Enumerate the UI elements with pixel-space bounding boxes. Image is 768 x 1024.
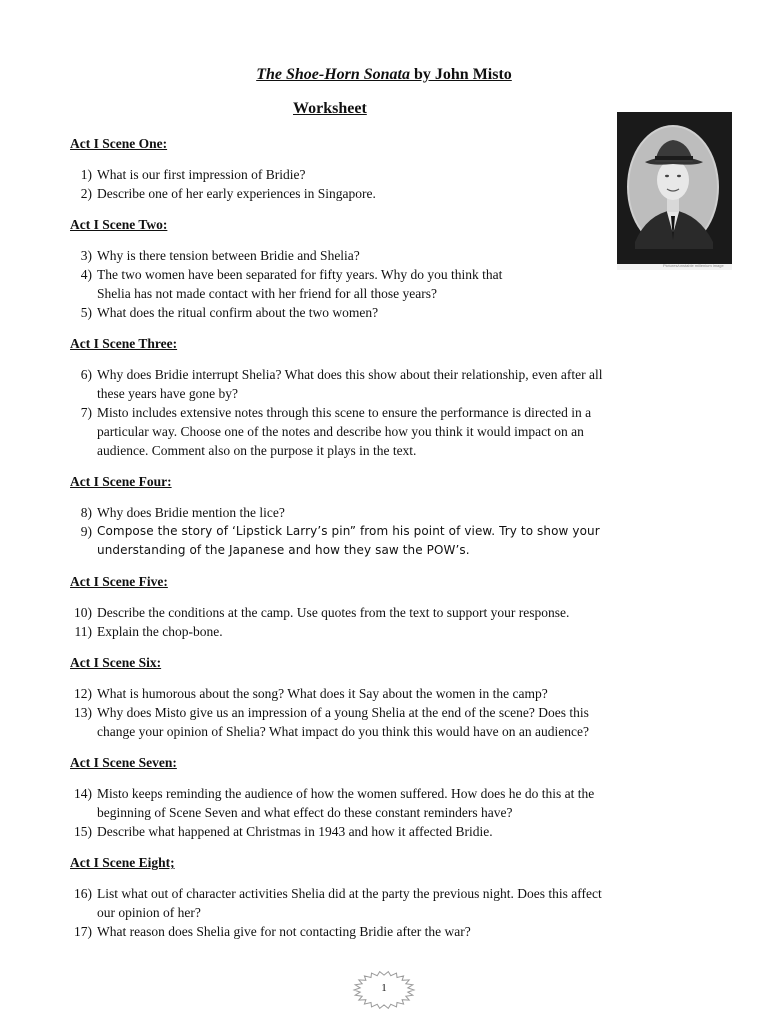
- question-number: 10): [74, 605, 92, 620]
- question-item: [70, 684, 690, 703]
- question-number: 13): [74, 705, 92, 720]
- section-heading: Act I Scene Five:: [70, 574, 168, 589]
- question-item: [70, 622, 690, 641]
- question-item: [70, 922, 690, 941]
- question-number: 6): [80, 367, 92, 382]
- question-line: Why does Bridie interrupt Shelia? What does this show about their relationship, even after all: [97, 367, 603, 382]
- question-number: 15): [74, 824, 92, 839]
- question-number: 9): [80, 524, 92, 539]
- question-line: Misto includes extensive notes through this scene to ensure the performance is directed in a: [97, 405, 592, 420]
- question-line: understanding of the Japanese and how they saw the POW’s.: [97, 543, 470, 557]
- question-text: [97, 622, 690, 641]
- question-text: [97, 684, 690, 703]
- question-line: our opinion of her?: [97, 905, 201, 920]
- question-line: Shelia has not made contact with her friend for all those years?: [97, 286, 438, 301]
- question-item: [70, 184, 690, 203]
- worksheet-body: [70, 134, 690, 941]
- question-number: 8): [80, 505, 92, 520]
- page-number: 1: [381, 982, 387, 994]
- question-number: 7): [80, 405, 92, 420]
- title-author: by John Misto: [410, 66, 512, 83]
- question-text: [97, 403, 690, 460]
- question-line: audience. Comment also on the purpose it plays in the text.: [97, 443, 417, 458]
- question-number: 14): [74, 786, 92, 801]
- question-item: [70, 246, 690, 265]
- question-item: [70, 265, 690, 303]
- section-heading: Act I Scene Two:: [70, 217, 168, 232]
- question-line: Describe the conditions at the camp. Use quotes from the text to support your response.: [97, 605, 570, 620]
- question-text: [97, 184, 690, 203]
- question-number: 5): [80, 305, 92, 320]
- section-heading: Act I Scene Three:: [70, 336, 178, 351]
- question-line: these years have gone by?: [97, 386, 238, 401]
- question-text: [97, 303, 690, 322]
- question-text: [97, 922, 690, 941]
- question-number: 4): [80, 267, 92, 282]
- question-number: 17): [74, 924, 92, 939]
- question-line: beginning of Scene Seven and what effect do these constant reminders have?: [97, 805, 513, 820]
- question-item: [70, 403, 690, 460]
- question-number: 11): [74, 624, 92, 639]
- question-number: 12): [74, 686, 92, 701]
- question-text: [97, 603, 690, 622]
- question-text: [97, 265, 690, 303]
- question-line: What is our first impression of Bridie?: [97, 167, 306, 182]
- question-line: Why does Bridie mention the lice?: [97, 505, 285, 520]
- question-line: List what out of character activities Shelia did at the party the previous night. Does this affect: [97, 886, 602, 901]
- question-line: Describe what happened at Christmas in 1943 and how it affected Bridie.: [97, 824, 493, 839]
- question-text: [97, 784, 690, 822]
- question-text: [97, 703, 690, 741]
- question-line: What is humorous about the song? What does it Say about the women in the camp?: [97, 686, 548, 701]
- question-line: Explain the chop-bone.: [97, 624, 223, 639]
- question-item: [70, 822, 690, 841]
- question-line: Why does Misto give us an impression of a young Shelia at the end of the scene? Does this: [97, 705, 589, 720]
- section-heading: Act I Scene Eight;: [70, 855, 175, 870]
- question-text: [97, 246, 690, 265]
- question-line: Describe one of her early experiences in Singapore.: [97, 186, 376, 201]
- question-item: [70, 703, 690, 741]
- question-line: particular way. Choose one of the notes and describe how you think it would impact on an: [97, 424, 584, 439]
- question-item: [70, 522, 690, 560]
- worksheet-subtitle: Worksheet: [293, 100, 367, 117]
- question-item: [70, 165, 690, 184]
- title-play-name: The Shoe-Horn Sonata: [256, 66, 410, 83]
- question-item: [70, 365, 690, 403]
- question-item: [70, 503, 690, 522]
- question-line: The two women have been separated for fifty years. Why do you think that: [97, 267, 503, 282]
- question-text: [97, 165, 690, 184]
- question-item: [70, 303, 690, 322]
- page-number-badge: [352, 970, 416, 1010]
- question-text: [97, 822, 690, 841]
- question-number: 16): [74, 886, 92, 901]
- section-heading: Act I Scene Six:: [70, 655, 162, 670]
- question-line: Why is there tension between Bridie and Shelia?: [97, 248, 360, 263]
- question-item: [70, 884, 690, 922]
- photo-caption: Pictures/unstable millenium image: [663, 263, 724, 268]
- question-line: Misto keeps reminding the audience of how the women suffered. How does he do this at the: [97, 786, 595, 801]
- section-heading: Act I Scene Seven:: [70, 755, 177, 770]
- question-item: [70, 603, 690, 622]
- question-text: [97, 503, 690, 522]
- question-line: Compose the story of ‘Lipstick Larry’s pin” from his point of view. Try to show your: [97, 524, 600, 538]
- document-title: [0, 66, 768, 84]
- question-text: [97, 522, 690, 560]
- question-number: 1): [80, 167, 92, 182]
- question-item: [70, 784, 690, 822]
- question-line: What reason does Shelia give for not contacting Bridie after the war?: [97, 924, 471, 939]
- section-heading: Act I Scene Four:: [70, 474, 172, 489]
- question-text: [97, 365, 690, 403]
- question-number: 2): [80, 186, 92, 201]
- question-text: [97, 884, 690, 922]
- question-line: change your opinion of Shelia? What impact do you think this would have on an audience?: [97, 724, 589, 739]
- question-line: What does the ritual confirm about the two women?: [97, 305, 379, 320]
- section-heading: Act I Scene One:: [70, 136, 168, 151]
- question-number: 3): [80, 248, 92, 263]
